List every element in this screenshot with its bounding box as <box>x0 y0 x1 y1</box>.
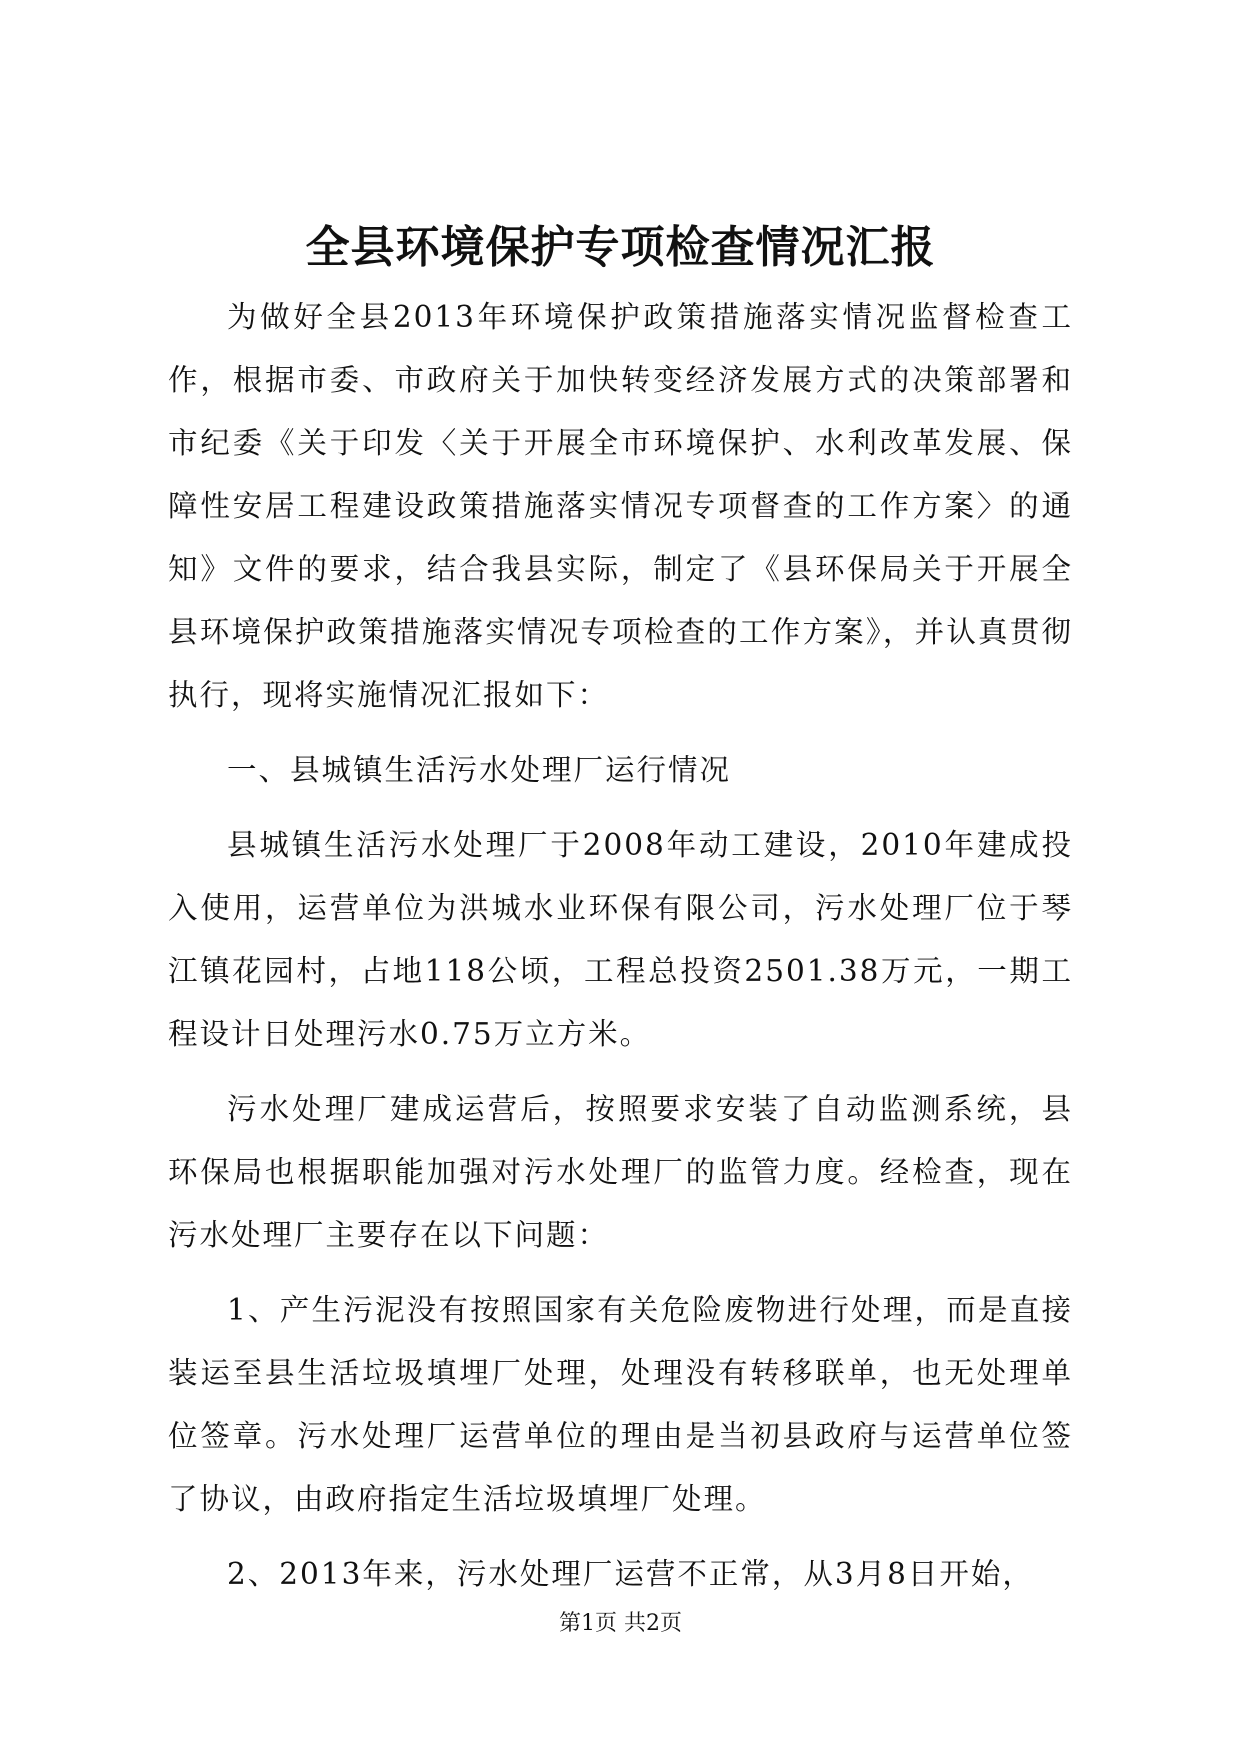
section-heading: 一、县城镇生活污水处理厂运行情况 <box>227 753 732 787</box>
page-footer: 第1页 共2页 <box>559 1611 682 1636</box>
document-body <box>168 286 1073 1606</box>
paragraph-plant-overview: 县城镇生活污水处理厂于2008年动工建设，2010年建成投入使用，运营单位为洪城水业环保有限公司，污水处理厂位于琴江镇花园村，占地118公顷，工程总投资2501.38万元，一期工程设计日处理污水0.75万立方米。 <box>168 828 1073 1051</box>
paragraph-plant-monitoring: 污水处理厂建成运营后，按照要求安装了自动监测系统，县环保局也根据职能加强对污水处理厂的监管力度。经检查，现在污水处理厂主要存在以下问题： <box>168 1092 1073 1252</box>
paragraph-issue-2: 2、2013年来，污水处理厂运营不正常，从3月8日开始， <box>227 1557 1034 1591</box>
paragraph-issue-1: 1、产生污泥没有按照国家有关危险废物进行处理，而是直接装运至县生活垃圾填埋厂处理，处理没有转移联单，也无处理单位签章。污水处理厂运营单位的理由是当初县政府与运营单位签了协议，由政府指定生活垃圾填埋厂处理。 <box>168 1293 1073 1516</box>
document-title: 全县环境保护专项检查情况汇报 <box>305 222 936 273</box>
paragraph-intro: 为做好全县2013年环境保护政策措施落实情况监督检查工作，根据市委、市政府关于加快转变经济发展方式的决策部署和市纪委《关于印发〈关于开展全市环境保护、水利改革发展、保障性安居工程建设政策措施落实情况专项督查的工作方案〉的通知》文件的要求，结合我县实际，制定了《县环保局关于开展全县环境保护政策措施落实情况专项检查的工作方案》，并认真贯彻执行，现将实施情况汇报如下： <box>168 300 1073 712</box>
